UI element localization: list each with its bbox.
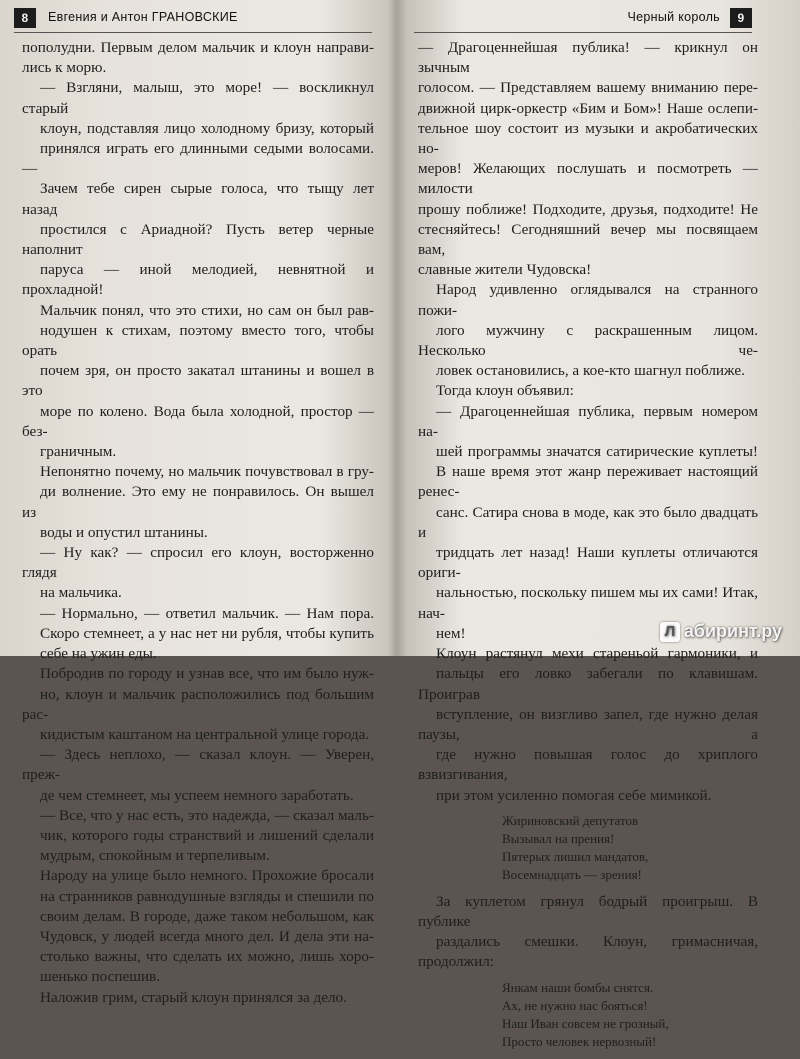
text-line: лого мужчину с раскрашенным лицом. Несколько че-	[418, 321, 758, 360]
text-line: — Все, что у нас есть, это надежда, — сказал маль-	[40, 806, 374, 824]
text-line: стесняйтесь! Сегодняшний вечер мы посвящаем вам,	[418, 220, 758, 259]
text-line: Непонятно почему, но мальчик почувствовал в гру-	[40, 463, 374, 481]
text-line: паруса — иной мелодией, невнятной и прохладной!	[22, 261, 374, 299]
text-line: — Здесь неплохо, — сказал клоун. — Уверен, преж-	[22, 746, 374, 784]
text-line: Чудовск, у людей всегда много дел. И дела эти на-	[40, 927, 374, 945]
verse-line: Ах, не нужно нас бояться!	[502, 997, 648, 1013]
text-line: но, клоун и мальчик расположились под большим рас-	[22, 685, 374, 723]
text-line: прошу поближе! Подходите, друзья, подходите! Не	[418, 200, 758, 218]
verse-line: Вызывал на прения!	[502, 830, 615, 846]
paragraph	[22, 462, 374, 543]
left-page	[0, 0, 392, 1006]
text-line: почем зря, он просто закатал штанины и вошел в это	[22, 362, 374, 400]
text-line: вступление, он визгливо запел, где нужно делая паузы, а	[418, 705, 758, 743]
verse-line: Просто человек нервозный!	[502, 1033, 657, 1049]
paragraph	[22, 866, 374, 987]
text-line: лись к морю.	[22, 59, 107, 77]
labirint-logo-icon: Л	[660, 622, 680, 642]
right-page-number: 9	[730, 8, 752, 28]
verse-stanza	[502, 979, 758, 1051]
left-text-block	[22, 38, 374, 1008]
text-line: мудрым, спокойным и терпеливым.	[40, 847, 270, 865]
text-line: Зачем тебе сирен сырые голоса, что тыщу лет назад	[22, 180, 374, 218]
paragraph	[22, 38, 374, 78]
text-line: нем!	[436, 624, 466, 642]
paragraph	[418, 381, 758, 401]
text-line: — Ну как? — спросил его клоун, восторженно глядя	[22, 544, 374, 582]
right-header-rule	[414, 32, 752, 33]
text-line: Мальчик понял, что это стихи, но сам он был рав-	[40, 301, 374, 319]
text-line: шей программы значатся сатирические куплеты!	[436, 443, 758, 461]
text-line: Наложив грим, старый клоун принялся за дело.	[40, 988, 347, 1006]
text-line: своим делам. В городе, даже таком небольшом, как	[40, 907, 374, 925]
verse-line: Наш Иван совсем не грозный,	[502, 1015, 669, 1031]
left-header	[0, 6, 392, 30]
text-line: Народу на улице было немного. Прохожие бросали	[40, 867, 374, 885]
text-line: Побродив по городу и узнав все, что им было нуж-	[40, 665, 374, 683]
text-line: — Взгляни, малыш, это море! — воскликнул старый	[22, 79, 374, 117]
text-line: где нужно повышая голос до хриплого взвизгивания,	[418, 746, 758, 784]
text-line: при этом усиленно помогая себе мимикой.	[436, 786, 712, 804]
paragraph	[22, 78, 374, 300]
text-line: нальностью, поскольку пишем мы их сами! Итак, нач-	[418, 584, 758, 622]
watermark-text: абиринт.ру	[683, 621, 782, 641]
watermark	[660, 621, 782, 642]
right-text-block	[418, 38, 758, 1059]
text-line: тельное шоу состоит из музыки и акробатических но-	[418, 119, 758, 158]
text-line: пополудни. Первым делом мальчик и клоун направи-	[22, 39, 374, 56]
text-line: шенько поспешив.	[40, 968, 160, 986]
verse-line: Пятерых лишил мандатов,	[502, 848, 649, 864]
paragraph	[418, 644, 758, 806]
text-line: раздались смешки. Клоун, гримасничая, продолжил:	[418, 933, 758, 971]
text-line: море по колено. Вода была холодной, простор — без-	[22, 402, 374, 440]
text-line: граничным.	[40, 443, 117, 461]
text-line: принялся играть его длинными седыми волосами. —	[22, 140, 374, 178]
verse-line: Восемнадцать — зрения!	[502, 866, 642, 882]
text-line: Клоун растянул мехи стареньой гармоники, и	[436, 645, 758, 663]
text-line: де чем стемнеет, мы успеем немного заработать.	[40, 786, 354, 804]
verse-stanza	[502, 812, 758, 884]
text-line: чик, которого годы странствий и лишений сделали	[40, 826, 374, 844]
text-line: на странников равнодушные взгляды и спешили по	[40, 887, 374, 905]
text-line: ловек остановились, а кое-кто шагнул поближе.	[436, 362, 745, 380]
text-line: воды и опустил штанины.	[40, 523, 208, 541]
left-header-rule	[14, 32, 372, 33]
text-line: За куплетом грянул бодрый проигрыш. В публике	[418, 892, 758, 930]
verse-line: Жириновский депутатов	[502, 812, 639, 828]
paragraph	[418, 280, 758, 381]
paragraph	[22, 543, 374, 604]
text-line: движной цирк-оркестр «Бим и Бом»! Наше ослепи-	[418, 99, 758, 117]
text-line: — Драгоценнейшая публика! — крикнул он зычным	[418, 39, 758, 77]
left-page-number: 8	[14, 8, 36, 28]
text-line: Тогда клоун объявил:	[436, 382, 574, 400]
text-line: Народ удивленно оглядывался на странного пожи-	[418, 281, 758, 319]
text-line: — Нормально, — ответил мальчик. — Нам пора.	[40, 604, 374, 622]
text-line: кидистым каштаном на центральной улице города.	[40, 725, 370, 743]
text-line: В наше время этот жанр переживает настоящий ренес-	[418, 463, 758, 501]
paragraph	[418, 38, 758, 280]
text-line: санс. Сатира снова в моде, как это было двадцать и	[418, 503, 758, 541]
text-line: простился с Ариадной? Пусть ветер черные наполнит	[22, 220, 374, 259]
text-line: пальцы его ловко забегали по клавишам. Проиграв	[418, 665, 758, 703]
text-line: — Драгоценнейшая публика, первым номером на-	[418, 402, 758, 440]
paragraph	[22, 604, 374, 665]
paragraph	[418, 892, 758, 973]
text-line: Скоро стемнеет, а у нас нет ни рубля, чтобы купить	[40, 624, 374, 642]
paragraph	[22, 664, 374, 745]
paragraph	[22, 301, 374, 463]
text-line: нодушен к стихам, поэтому вместо того, чтобы орать	[22, 321, 374, 360]
paragraph	[22, 745, 374, 806]
text-line: столько важны, что сделать их можно, лишь хоро-	[40, 948, 374, 966]
text-line: меров! Желающих послушать и посмотреть — милости	[418, 160, 758, 198]
text-line: тридцать лет назад! Наши куплеты отличаются ориги-	[418, 544, 758, 582]
text-line: клоун, подставляя лицо холодному бризу, который	[40, 119, 374, 137]
text-line: славные жители Чудовска!	[418, 261, 592, 279]
text-line: на мальчика.	[40, 584, 122, 602]
right-page	[404, 0, 800, 1049]
verse-line: Янкам наши бомбы снятся.	[502, 979, 654, 995]
paragraph	[22, 988, 374, 1008]
right-header	[404, 6, 800, 30]
text-line: голосом. — Представляем вашему вниманию пере-	[418, 79, 758, 97]
right-running-head: Черный король	[627, 10, 720, 24]
paragraph	[418, 402, 758, 644]
text-line: себе на ужин еды.	[40, 645, 157, 663]
paragraph	[22, 806, 374, 867]
left-running-head: Евгения и Антон ГРАНОВСКИЕ	[48, 10, 238, 24]
text-line: ди волнение. Это ему не понравилось. Он вышел из	[22, 483, 374, 521]
